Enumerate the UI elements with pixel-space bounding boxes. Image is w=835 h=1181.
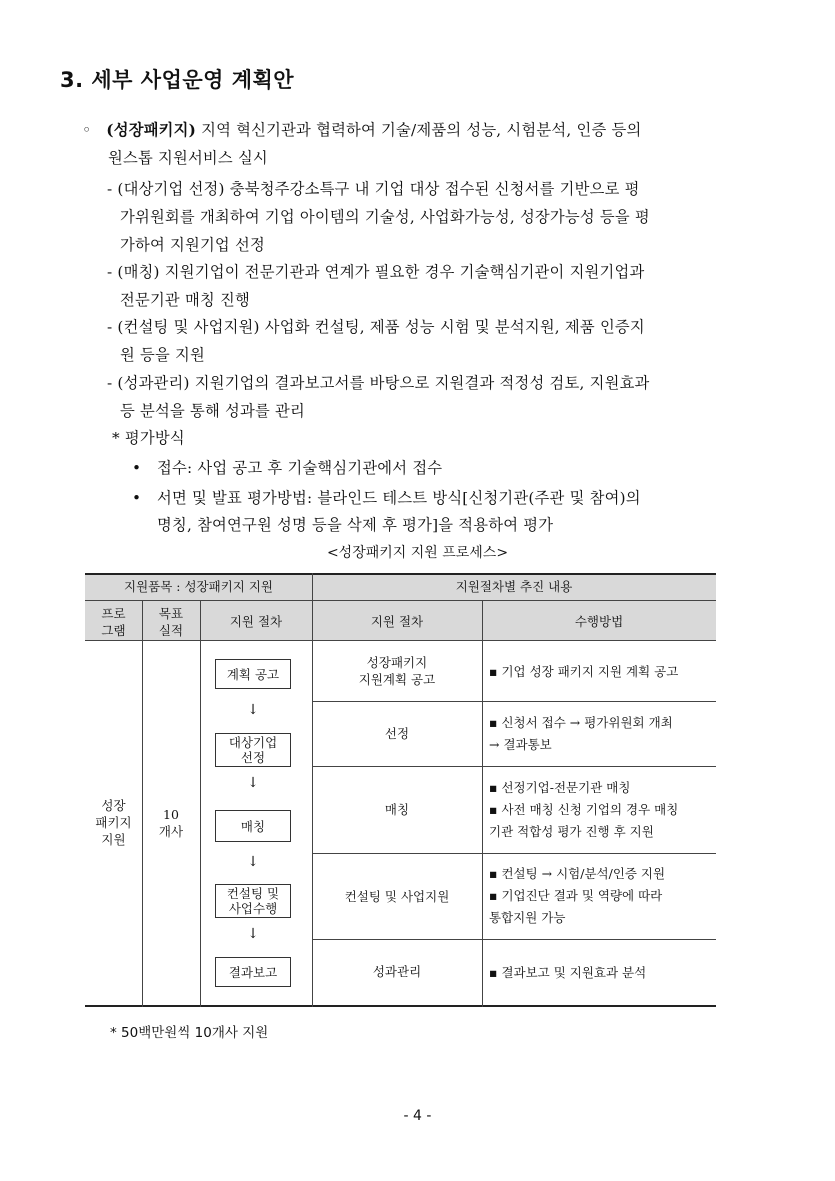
header-right: 지원절차별 추진 내용	[455, 579, 573, 594]
rule-header-1	[85, 600, 716, 601]
item-selection-line-3: 가하여 지원기업 선정	[120, 236, 265, 254]
method-matching-2: ▪ 사전 매칭 신청 기업의 경우 매칭	[489, 802, 679, 817]
program-line: 성장	[101, 798, 126, 813]
item-performance-line-1: - (성과관리) 지원기업의 결과보고서를 바탕으로 지원결과 적정성 검토, 지원효과	[107, 374, 650, 392]
flow-step-label: 사업수행	[228, 901, 278, 916]
rule-row-4	[312, 939, 716, 940]
col-target-header	[142, 605, 200, 639]
flow-arrow-icon: ↓	[247, 775, 259, 791]
col-program-line: 그램	[101, 623, 126, 638]
flow-arrow-icon: ↓	[247, 926, 259, 942]
intro-label: (성장패키지)	[106, 121, 197, 139]
col-target-line: 목표	[158, 606, 184, 621]
rule-col-main	[312, 573, 313, 1007]
method-consulting-3: 통합지원 가능	[489, 910, 566, 925]
rule-bottom	[85, 1005, 716, 1007]
section-heading: 3. 세부 사업운영 계획안	[60, 68, 295, 92]
flow-step-label: 선정	[240, 750, 266, 765]
method-consulting-1: ▪ 컨설팅 → 시험/분석/인증 지원	[489, 866, 666, 881]
eval-bullet-1-marker: •	[132, 459, 142, 477]
col-program-line: 프로	[101, 606, 126, 621]
process-table	[85, 573, 716, 1007]
eval-bullet-1: 접수: 사업 공고 후 기술핵심기관에서 접수	[157, 459, 443, 477]
program-line: 패키지	[95, 815, 132, 830]
stage-cell-performance: 성과관리	[372, 964, 422, 979]
col-proc2-header: 지원 절차	[370, 614, 424, 629]
rule-row-2	[312, 766, 716, 767]
method-announce: ▪ 기업 성장 패키지 지원 계획 공고	[489, 664, 679, 679]
rule-row-3	[312, 853, 716, 854]
header-left: 지원품목 : 성장패키지 지원	[124, 579, 273, 594]
rule-col-1	[142, 600, 143, 1007]
col-program-header	[85, 605, 142, 639]
program-cell	[85, 797, 142, 848]
target-line: 개사	[158, 824, 184, 839]
target-cell	[142, 806, 200, 840]
stage-cell-consulting: 컨설팅 및 사업지원	[344, 889, 450, 904]
flow-step-announce	[215, 659, 291, 689]
intro-bullet: ◦	[82, 121, 92, 139]
intro-text: 지역 혁신기관과 협력하여 기술/제품의 성능, 시험분석, 인증 등의	[196, 121, 642, 139]
col-proc-header: 지원 절차	[229, 614, 283, 629]
method-matching-3: 기관 적합성 평가 진행 후 지원	[489, 824, 654, 839]
footnote: * 50백만원씩 10개사 지원	[110, 1025, 269, 1041]
program-line: 지원	[101, 832, 126, 847]
item-matching-line-2: 전문기관 매칭 진행	[120, 291, 250, 309]
flow-step-label: 컨설팅 및	[226, 886, 280, 901]
stage-cell-matching: 매칭	[384, 802, 410, 817]
rule-header-2	[85, 640, 716, 641]
flow-step-consulting	[215, 884, 291, 918]
flow-arrow-icon: ↓	[247, 854, 259, 870]
flow-step-label: 계획 공고	[226, 666, 280, 682]
flow-arrow-icon: ↓	[247, 702, 259, 718]
stage-cell-announce	[312, 654, 482, 688]
intro-line-2: 원스톱 지원서비스 실시	[108, 149, 268, 167]
eval-bullet-2-marker: •	[132, 489, 142, 507]
item-selection-line-2: 가위원회를 개최하여 기업 아이템의 기술성, 사업화가능성, 성장가능성 등을 평	[120, 208, 650, 226]
table-caption: <성장패키지 지원 프로세스>	[326, 545, 509, 561]
item-selection-line-1: - (대상기업 선정) 충북청주강소특구 내 기업 대상 접수된 신청서를 기반으로 평	[107, 180, 640, 198]
method-selection-2: → 결과통보	[489, 737, 552, 752]
eval-title: * 평가방식	[112, 429, 185, 447]
item-matching-line-1: - (매칭) 지원기업이 전문기관과 연계가 필요한 경우 기술핵심기관이 지원기업과	[107, 263, 645, 281]
flow-step-label: 대상기업	[228, 735, 278, 750]
target-line: 10	[163, 807, 179, 822]
method-matching-1: ▪ 선정기업-전문기관 매칭	[489, 780, 631, 795]
stage-line: 지원계획 공고	[358, 672, 436, 687]
rule-row-1	[312, 701, 716, 702]
col-method-header: 수행방법	[574, 614, 624, 629]
item-consulting-line-2: 원 등을 지원	[120, 346, 206, 364]
item-performance-line-2: 등 분석을 통해 성과를 관리	[120, 402, 305, 420]
flow-step-selection	[215, 733, 291, 767]
stage-line: 성장패키지	[366, 655, 428, 670]
eval-bullet-2-line-1: 서면 및 발표 평가방법: 블라인드 테스트 방식[신청기관(주관 및 참여)의	[157, 489, 641, 507]
rule-col-2	[200, 600, 201, 1007]
rule-top	[85, 573, 716, 575]
flow-step-label: 매칭	[240, 818, 266, 834]
method-selection-1: ▪ 신청서 접수 → 평가위원회 개최	[489, 715, 673, 730]
eval-bullet-2-line-2: 명칭, 참여연구원 성명 등을 삭제 후 평가]을 적용하여 평가	[157, 516, 554, 534]
flow-step-label: 결과보고	[228, 964, 278, 980]
method-consulting-2: ▪ 기업진단 결과 및 역량에 따라	[489, 888, 663, 903]
stage-cell-selection: 선정	[384, 726, 410, 741]
flow-step-report	[215, 957, 291, 987]
flow-step-matching	[215, 810, 291, 842]
rule-col-4	[482, 600, 483, 1007]
method-performance: ▪ 결과보고 및 지원효과 분석	[489, 965, 647, 980]
intro-line-1	[82, 116, 641, 144]
item-consulting-line-1: - (컨설팅 및 사업지원) 사업화 컨설팅, 제품 성능 시험 및 분석지원, 제품 인증지	[107, 318, 645, 336]
col-target-line: 실적	[158, 623, 184, 638]
page-number: - 4 -	[403, 1108, 432, 1124]
